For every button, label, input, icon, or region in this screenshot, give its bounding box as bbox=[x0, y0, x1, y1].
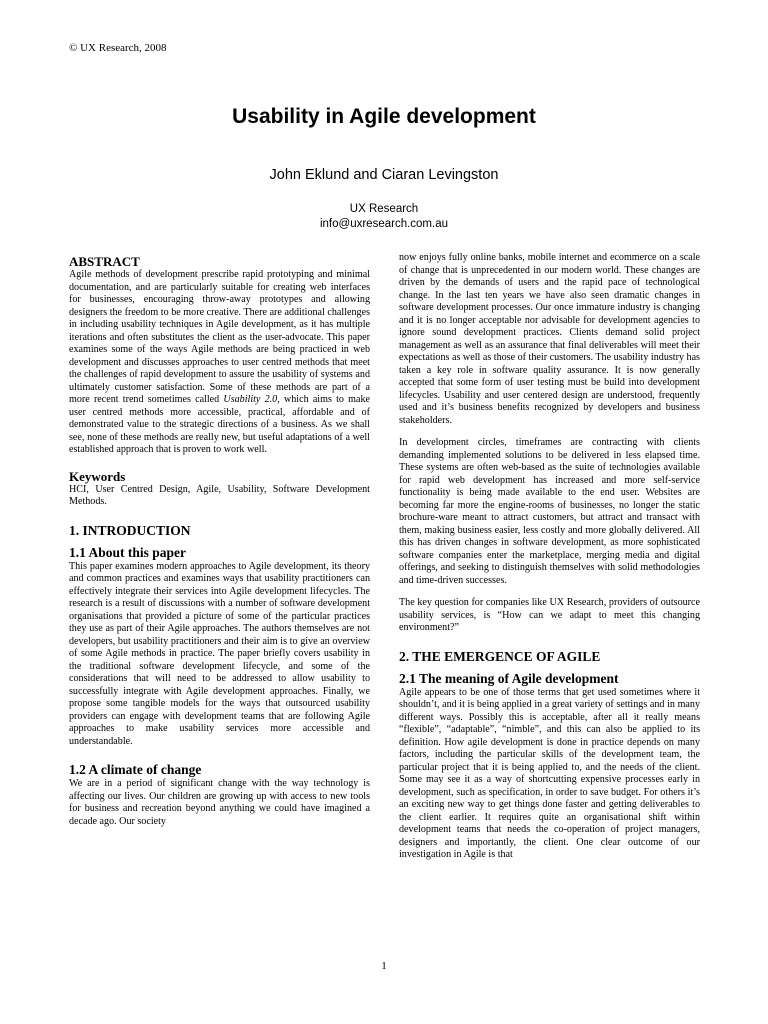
affiliation-name: UX Research bbox=[349, 203, 419, 215]
paper-authors: John Eklund and Ciaran Levingston bbox=[269, 167, 499, 183]
copyright-notice: © UX Research, 2008 bbox=[69, 42, 167, 54]
section-2-heading: 2. THE EMERGENCE OF AGILE bbox=[399, 648, 601, 664]
timeframes-paragraph: In development circles, timeframes are contracting with clients demanding implemented solutions to be delivered in less elapsed time. These systems are often web-based as the suite of technologies available for rapid web development has increased and more self-service functionality is being made available to the end user. Websites are becoming far more the engine-rooms of businesses, no longer the static brochure-ware meant to attract customers, but attract and transact with them, making business easier, less costly and more globally delivered. All this has driven changes in software development, as more sophisticated software companies enter the marketplace, merging media and digital offerings, and seeking to distinguish themselves with solid methodologies and time-driven successes. bbox=[399, 437, 700, 586]
keywords-heading: Keywords bbox=[69, 468, 126, 484]
section-1-2-heading: 1.2 A climate of change bbox=[69, 762, 202, 777]
section-1-heading: 1. INTRODUCTION bbox=[69, 522, 191, 538]
key-question-paragraph: The key question for companies like UX Research, providers of outsource usability services, is “How can we adapt to meet this changing environment?” bbox=[399, 597, 700, 633]
abstract-heading: ABSTRACT bbox=[69, 254, 140, 269]
abstract-paragraph bbox=[69, 269, 370, 457]
paper-title: Usability in Agile development bbox=[232, 105, 536, 128]
section-1-2-paragraph: We are in a period of significant change with the way technology is affecting our lives. Our children are growing up with access to new tools for business and recreation beyond anything we could have imagined a decade ago. Our society bbox=[69, 778, 370, 827]
section-1-1-heading: 1.1 About this paper bbox=[69, 544, 187, 560]
author-email: info@uxresearch.com.au bbox=[319, 218, 448, 230]
abstract-text-part-1: Agile methods of development prescribe rapid prototyping and minimal documentation, and are particularly suitable for creating web interfaces for businesses, encouraging throw-away prototypes and allowing designers the freedom to be more creative. There are additional challenges in including usability techniques in Agile development, as it has multiple iterations and often substitutes the client as the user-advocate. This paper examines some of the ways Agile methods are being practiced in web development and discusses approaches to user centred methods that meet the challenges of rapid development to assure the usability of systems and ultimately customer satisfaction. Some of these methods are part of a more recent trend sometimes called bbox=[69, 269, 370, 405]
section-1-2-continued-paragraph: now enjoys fully online banks, mobile internet and ecommerce on a scale of change that is unprecedented in our modern world. These changes are driven by the demands of users and the rapid pace of technological change. In the last ten years we have also seen dramatic changes in software development processes. Our once immature industry is changing and it is no longer acceptable nor advisable for development agencies to ignore sound development practices. Clients demand solid project management as well as an assurance that final deliverables will meet their expectations as well as those of their customers. The usability industry has taken a key role in software quality assurance. It is now generally accepted that some form of user testing must be build into development lifecycles. Usability and user centered design are understood, frequently used and it’s business benefits recognized by developers and business stakeholders. bbox=[399, 252, 700, 426]
abstract-italic-term: Usability 2.0 bbox=[223, 394, 278, 405]
left-column bbox=[69, 254, 370, 838]
page-number: 1 bbox=[381, 960, 387, 972]
section-1-1-paragraph: This paper examines modern approaches to Agile development, its theory and common practices and examines ways that usability practitioners can effectively integrate their services into Agile development lifecycles. The research is a result of discussions with a number of software development organisations that provided a picture of some of the particular practices they use as part of their Agile approaches. The authors themselves are not developers, but usability practitioners and their aim is to give an overview of some Agile methods in practice. The paper briefly covers usability in the traditional software development lifecycle, and some of the considerations that will need to be addressed to allow usability to successfully integrate with Agile development approaches. Finally, we propose some tangible models for the ways that outsourced usability providers can engage with development teams that are following Agile approaches to make usability services more accessible and understandable. bbox=[69, 560, 370, 747]
section-2-1-paragraph: Agile appears to be one of those terms that get used sometimes where it shouldn’t, and it is being applied in a great variety of settings and in many different ways. Possibly this is acceptable, after all it really means “flexible”, “adaptable”, “nimble”, and this can also be applied to its definition. How agile development is done in practice depends on many factors, including the particular skills of the development team, the particular project that it is being applied to, and the needs of the client. Some may see it as a way of shortcutting expensive processes early in development, such as specification, in order to save budget. For others it’s an exciting new way to get things done faster and getting deliverables to the client earlier. It requires quite an organisational shift within development teams that needs the co-operation of project managers, designers and importantly, the client. One clear outcome of our investigation in Agile is that bbox=[399, 686, 700, 860]
abstract-text-part-2: , which aims to make user centred methods more accessible, practical, affordable and of demonstrated value to the strategic directions of a business. As we shall see, none of these methods are really new, but useful adaptations of a well established approach that is proven to work well. bbox=[69, 394, 370, 455]
section-2-1-heading: 2.1 The meaning of Agile development bbox=[399, 670, 619, 686]
right-column bbox=[399, 252, 700, 872]
keywords-text: HCI, User Centred Design, Agile, Usability, Software Development Methods. bbox=[69, 483, 370, 507]
author-affiliation-block bbox=[0, 202, 768, 232]
